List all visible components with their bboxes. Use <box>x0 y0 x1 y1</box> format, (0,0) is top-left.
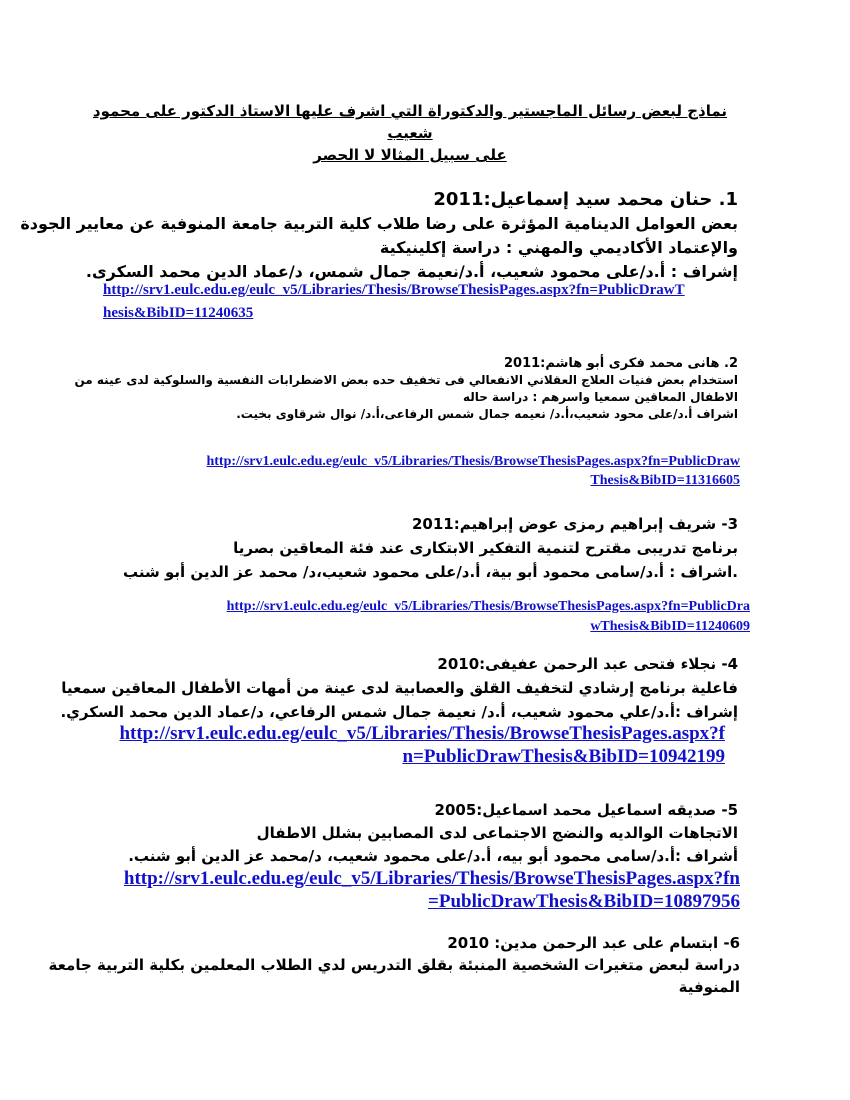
page-title-line2: على سبيل المثالا لا الحصر <box>313 146 507 164</box>
link-line[interactable]: n=PublicDrawThesis&BibID=10942199 <box>402 746 725 767</box>
entry-line: المنوفية <box>678 978 740 996</box>
page-title-line1: نماذج لبعض رسائل الماجستير والدكتوراة التي اشرف عليها الاستاذ الدكتور على محمود شعيب <box>92 102 728 142</box>
entry-line: اشراف أ.د/على محود شعيب،أ.د/ نعيمه جمال شمس الرفاعى،أ.د/ نوال شرقاوى بخيت. <box>236 407 738 421</box>
thesis-entry-6 <box>48 932 740 998</box>
thesis-entry-5 <box>128 799 738 868</box>
entry-line: برنامج تدريبى مقترح لتنمية التفكير الابتكارى عند فئة المعاقين بصريا <box>233 539 738 557</box>
entry-head: 2. هانى محمد فكرى أبو هاشم:2011 <box>503 356 738 371</box>
entry-line: والإعتماد الأكاديمي والمهني : دراسة إكلينيكية <box>379 238 738 257</box>
page-title <box>90 100 730 166</box>
entry-head: 6- ابتسام على عبد الرحمن مدين: 2010 <box>447 934 740 952</box>
thesis-link-2[interactable] <box>206 452 740 490</box>
link-line[interactable]: http://srv1.eulc.edu.eg/eulc_v5/Libraries/Thesis/BrowseThesisPages.aspx?fn=PublicDrawT <box>103 282 685 298</box>
entry-head: 4- نجلاء فتحى عبد الرحمن عفيفى:2010 <box>437 655 738 673</box>
thesis-link-3[interactable] <box>227 597 750 637</box>
thesis-entry-2 <box>74 355 738 423</box>
thesis-entry-4 <box>60 652 738 724</box>
link-line[interactable]: Thesis&BibID=11316605 <box>590 473 740 488</box>
entry-line: إشراف :أ.د/علي محمود شعيب، أ.د/ نعيمة جمال شمس الرفاعي، د/عماد الدين محمد السكري. <box>60 703 738 721</box>
entry-line: الاتجاهات الوالديه والنضج الاجتماعى لدى المصابين بشلل الاطفال <box>256 824 738 842</box>
entry-line: أشراف :أ.د/سامى محمود أبو بيه، أ.د/على محمود شعيب، د/محمد عز الدين أبو شنب. <box>128 847 738 865</box>
entry-line: استخدام بعض فنيات العلاج العقلاني الانفعالي فى تخفيف حده بعض الاضطرابات النفسية والسلوكية لدى عينه من <box>74 373 738 387</box>
entry-line: .اشراف : أ.د/سامى محمود أبو بية، أ.د/على محمود شعيب،د/ محمد عز الدين أبو شنب <box>122 563 738 581</box>
entry-head: 1. حنان محمد سيد إسماعيل:2011 <box>433 189 738 210</box>
link-line[interactable]: http://srv1.eulc.edu.eg/eulc_v5/Libraries/Thesis/BrowseThesisPages.aspx?fn <box>123 868 740 889</box>
entry-line: فاعلية برنامج إرشادي لتخفيف القلق والعصابية لدى عينة من أمهات الأطفال المعاقين سمعيا <box>61 679 738 697</box>
link-line[interactable]: http://srv1.eulc.edu.eg/eulc_v5/Libraries/Thesis/BrowseThesisPages.aspx?fn=PublicDraw <box>206 454 740 469</box>
entry-line: إشراف : أ.د/على محمود شعيب، أ.د/نعيمة جمال شمس، د/عماد الدين محمد السكرى. <box>85 262 738 281</box>
entry-line: الاطفال المعاقين سمعيا واسرهم : دراسة حاله <box>462 390 738 404</box>
entry-line: بعض العوامل الدينامية المؤثرة على رضا طلاب كلية التربية جامعة المنوفية عن معايير الجودة <box>20 214 738 233</box>
thesis-link-5[interactable] <box>124 867 740 913</box>
entry-head: 5- صديقه اسماعيل محمد اسماعيل:2005 <box>434 801 738 819</box>
link-line[interactable]: =PublicDrawThesis&BibID=10897956 <box>428 891 740 912</box>
link-line[interactable]: hesis&BibID=11240635 <box>103 305 254 321</box>
thesis-entry-3 <box>123 512 738 584</box>
link-line[interactable]: http://srv1.eulc.edu.eg/eulc_v5/Libraries/Thesis/BrowseThesisPages.aspx?f <box>119 723 725 744</box>
thesis-link-1[interactable] <box>103 279 685 325</box>
thesis-entry-1 <box>20 188 738 284</box>
link-line[interactable]: wThesis&BibID=11240609 <box>590 619 750 634</box>
thesis-link-4[interactable] <box>119 722 725 768</box>
entry-line: دراسة لبعض متغيرات الشخصية المنبئة بقلق التدريس لدي الطلاب المعلمين بكلية التربية جامعة <box>48 956 740 974</box>
link-line[interactable]: http://srv1.eulc.edu.eg/eulc_v5/Libraries/Thesis/BrowseThesisPages.aspx?fn=PublicDra <box>226 599 750 614</box>
entry-head: 3- شريف إبراهيم رمزى عوض إبراهيم:2011 <box>412 515 738 533</box>
